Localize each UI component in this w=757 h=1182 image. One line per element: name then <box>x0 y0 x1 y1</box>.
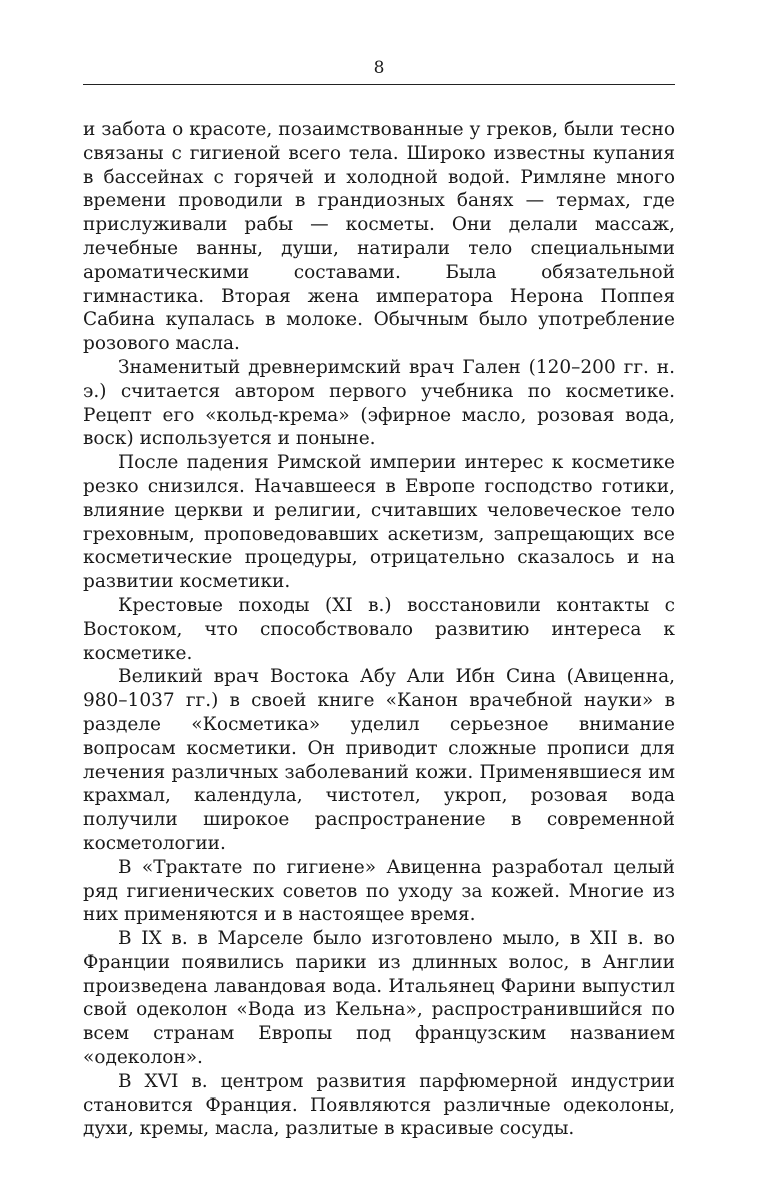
header-rule <box>83 84 675 85</box>
paragraph-crusades: Крестовые походы (XI в.) восстановили контакты с Востоком, что способствовало развитию интереса к косметике. <box>83 594 675 664</box>
paragraph-fall-of-rome: После падения Римской империи интерес к косметике резко снизился. Начавшееся в Европе господство готики, влияние церкви и религии, считавших человеческое тело греховным, проповедовавших аскетизм, запрещающих все косметические процедуры, отрицательно сказалось и на развитии косметики. <box>83 452 675 593</box>
paragraph-marseille: В IX в. в Марселе было изготовлено мыло, в XII в. во Франции появились парики из длинных волос, в Англии произведена лавандовая вода. Итальянец Фарини выпустил свой одеколон «Вода из Кельна», распространившийся по всем странам Европы под французским названием «одеколон». <box>83 928 675 1069</box>
book-page <box>83 56 675 1141</box>
page-number: 8 <box>373 58 385 78</box>
paragraph-continued: и забота о красоте, позаимствованные у греков, были тесно связаны с гигиеной всего тела. Широко известны купания в бассейнах с горячей и холодной водой. Римляне много времени проводили в грандиозных банях — термах, где прислуживали рабы — косметы. Они делали массаж, лечебные ванны, души, натирали тело специальными ароматическими составами. Была обязательной гимнастика. Вторая жена императора Нерона Поппея Сабина купалась в молоке. Обычным было употребление розового масла. <box>83 119 675 355</box>
paragraph-galen: Знаменитый древнеримский врач Гален (120–200 гг. н. э.) считается автором первого учебника по косметике. Рецепт его «кольд-крема» (эфирное масло, розовая вода, воск) используется и поныне. <box>83 356 675 450</box>
paragraph-avicenna: Великий врач Востока Абу Али Ибн Сина (Авиценна, 980–1037 гг.) в своей книге «Канон врачебной науки» в разделе «Косметика» уделил серьезное внимание вопросам косметики. Он приводит сложные прописи для лечения различных заболеваний кожи. Применявшиеся им крахмал, календула, чистотел, укроп, розовая вода получили широкое распространение в современной косметологии. <box>83 666 675 854</box>
paragraph-treatise: В «Трактате по гигиене» Авиценна разработал целый ряд гигиенических советов по уходу за кожей. Многие из них применяются и в настоящее время. <box>83 856 675 926</box>
paragraph-france: В XVI в. центром развития парфюмерной индустрии становится Франция. Появляются различные одеколоны, духи, кремы, масла, разлитые в красивые сосуды. <box>83 1070 675 1140</box>
body-text <box>83 118 675 1141</box>
